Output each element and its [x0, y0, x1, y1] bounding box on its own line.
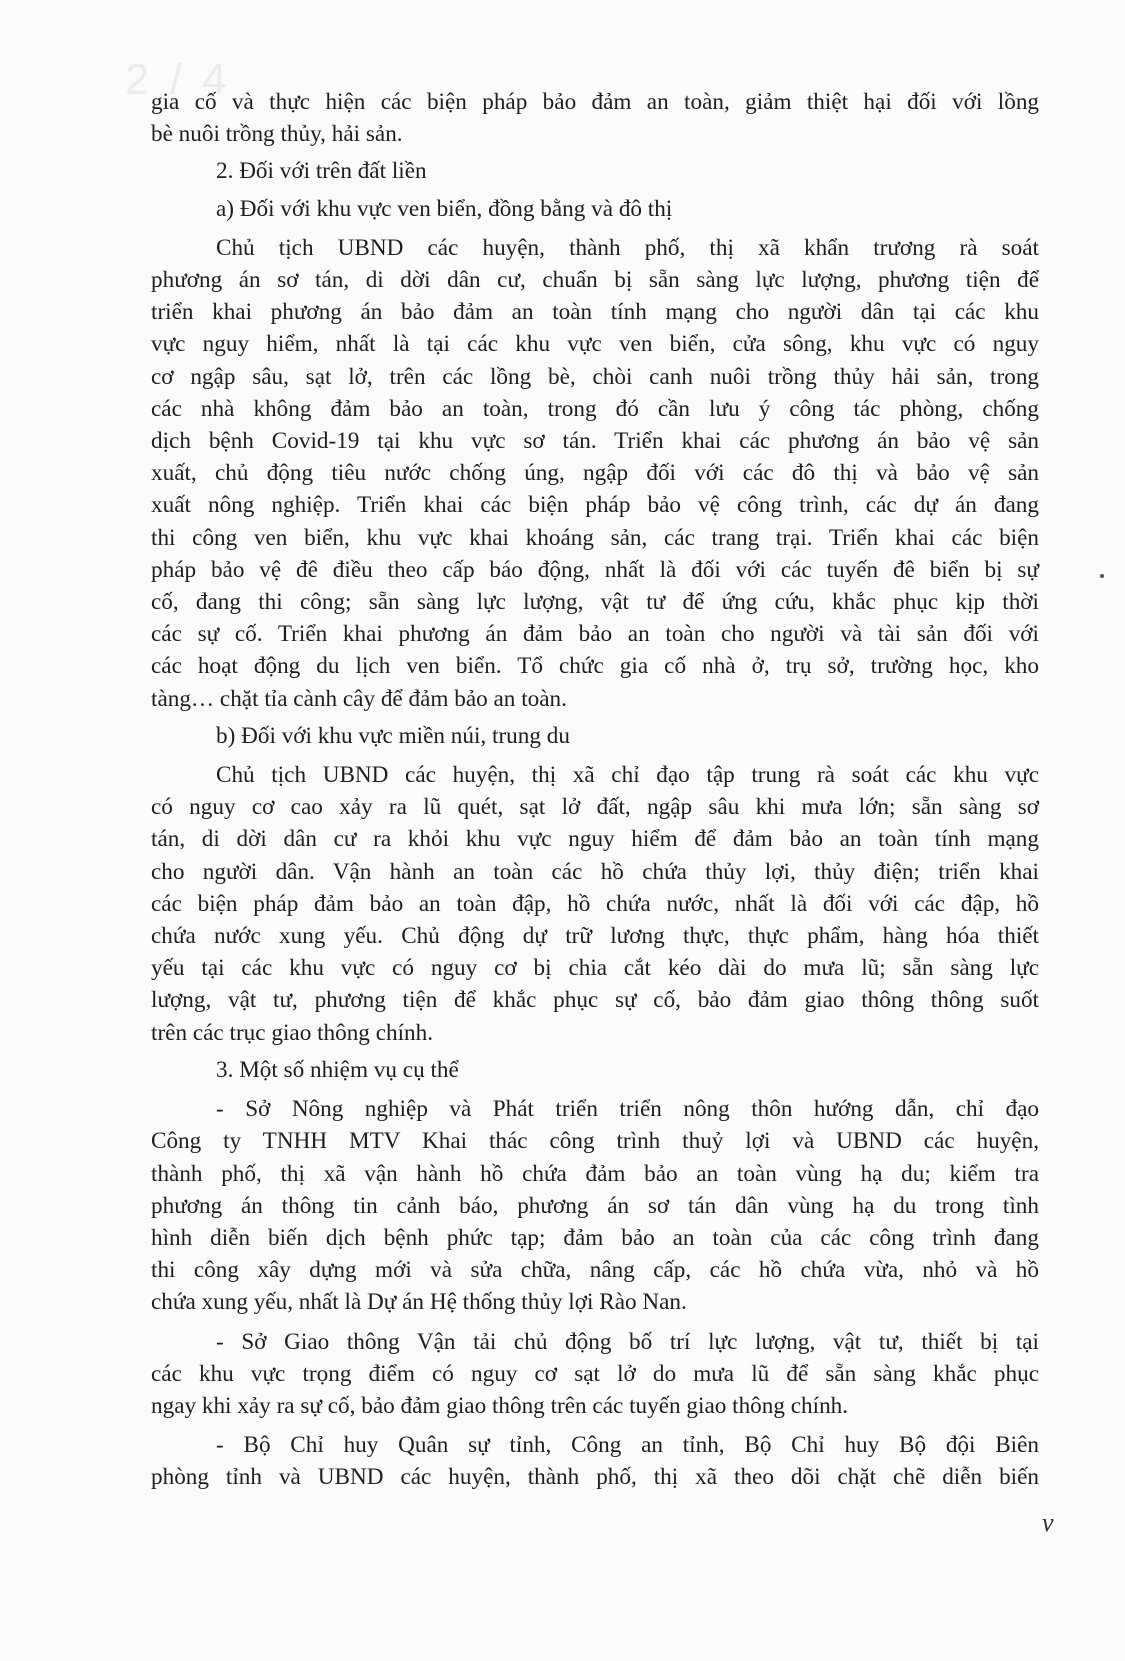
paragraph-line: trên các trục giao thông chính. — [151, 1019, 434, 1046]
paragraph-line: xuất, chủ động tiêu nước chống úng, ngập đối với các đô thị và bảo vệ sản — [151, 460, 1039, 487]
paragraph-line: - Bộ Chỉ huy Quân sự tỉnh, Công an tỉnh, Bộ Chỉ huy Bộ đội Biên — [216, 1432, 1039, 1459]
paragraph-line: Công ty TNHH MTV Khai thác công trình thuỷ lợi và UBND các huyện, — [151, 1128, 1039, 1155]
paragraph-line: thành phố, thị xã vận hành hồ chứa đảm bảo an toàn vùng hạ du; kiểm tra — [151, 1160, 1039, 1187]
paragraph-line: gia cố và thực hiện các biện pháp bảo đảm an toàn, giảm thiệt hại đối với lồng — [151, 89, 1039, 115]
paragraph-line: yếu tại các khu vực có nguy cơ bị chia cắt kéo dài do mưa lũ; sẵn sàng lực — [151, 955, 1039, 982]
paragraph-line: dịch bệnh Covid-19 tại khu vực sơ tán. Triển khai các phương án bảo vệ sản — [151, 428, 1039, 455]
paragraph-line: ngay khi xảy ra sự cố, bảo đảm giao thông trên các tuyến giao thông chính. — [151, 1392, 849, 1419]
paragraph-line: Chủ tịch UBND các huyện, thị xã chỉ đạo tập trung rà soát các khu vực — [216, 762, 1039, 789]
section-heading: 2. Đối với trên đất liền — [216, 158, 427, 185]
paragraph-line: tán, di dời dân cư ra khỏi khu vực nguy hiểm để đảm bảo an toàn tính mạng — [151, 826, 1039, 853]
paragraph-line: các hoạt động du lịch ven biển. Tổ chức gia cố nhà ở, trụ sở, trường học, kho — [151, 653, 1039, 680]
scan-speck — [1100, 574, 1104, 578]
paragraph-line: thi công ven biển, khu vực khai khoáng sản, các trang trại. Triển khai các biện — [151, 524, 1039, 551]
paragraph-line: cơ ngập sâu, sạt lở, trên các lồng bè, chòi canh nuôi trồng thủy hải sản, trong — [151, 363, 1039, 390]
section-heading: 3. Một số nhiệm vụ cụ thể — [216, 1056, 459, 1083]
paragraph-line: cố, đang thi công; sẵn sàng lực lượng, vật tư để ứng cứu, khắc phục kịp thời — [151, 589, 1039, 616]
paragraph-line: hình diễn biến dịch bệnh phức tạp; đảm bảo an toàn của các công trình đang — [151, 1224, 1039, 1251]
paragraph-line: Chủ tịch UBND các huyện, thành phố, thị xã khẩn trương rà soát — [216, 234, 1039, 261]
initial-mark-icon: ν — [1042, 1508, 1054, 1537]
paragraph-line: pháp bảo vệ đê điều theo cấp báo động, nhất là đối với các tuyến đê biển bị sự — [151, 556, 1039, 583]
paragraph-line: phương án sơ tán, di dời dân cư, chuẩn bị sẵn sàng lực lượng, phương tiện để — [151, 267, 1039, 294]
paragraph-line: tàng… chặt tỉa cành cây để đảm bảo an toàn. — [151, 685, 567, 712]
paragraph-line: các khu vực trọng điểm có nguy cơ sạt lở do mưa lũ để sẵn sàng khắc phục — [151, 1360, 1039, 1387]
paragraph-line: triển khai phương án bảo đảm an toàn tính mạng cho người dân tại các khu — [151, 299, 1039, 326]
paragraph-line: bè nuôi trồng thủy, hải sản. — [151, 121, 403, 148]
paragraph-line: các nhà không đảm bảo an toàn, trong đó cần lưu ý công tác phòng, chống — [151, 395, 1039, 422]
paragraph-line: vực nguy hiểm, nhất là tại các khu vực ven biển, cửa sông, khu vực có nguy — [151, 331, 1039, 358]
paragraph-line: phương án thông tin cảnh báo, phương án sơ tán dân vùng hạ du trong tình — [151, 1192, 1039, 1219]
paragraph-line: xuất nông nghiệp. Triển khai các biện pháp bảo vệ công trình, các dự án đang — [151, 492, 1039, 519]
paragraph-line: chứa xung yếu, nhất là Dự án Hệ thống thủy lợi Rào Nan. — [151, 1289, 687, 1316]
paragraph-line: lượng, vật tư, phương tiện để khắc phục sự cố, bảo đảm giao thông thông suốt — [151, 987, 1039, 1014]
page-counter-watermark: 2 / 4 — [125, 55, 231, 104]
paragraph-line: có nguy cơ cao xảy ra lũ quét, sạt lở đất, ngập sâu khi mưa lớn; sẵn sàng sơ — [151, 794, 1039, 821]
paragraph-line: các sự cố. Triển khai phương án đảm bảo an toàn cho người và tài sản đối với — [151, 621, 1039, 648]
paragraph-line: - Sở Nông nghiệp và Phát triển triển nông thôn hướng dẫn, chỉ đạo — [216, 1096, 1039, 1123]
paragraph-line: - Sở Giao thông Vận tải chủ động bố trí lực lượng, vật tư, thiết bị tại — [216, 1328, 1039, 1355]
paragraph-line: các biện pháp đảm bảo an toàn đập, hồ chứa nước, nhất là đối với các đập, hồ — [151, 890, 1039, 917]
document-body — [151, 86, 1039, 1494]
paragraph-line: cho người dân. Vận hành an toàn các hồ chứa thủy lợi, thủy điện; triển khai — [151, 858, 1039, 885]
paragraph-line: thi công xây dựng mới và sửa chữa, nâng cấp, các hồ chứa vừa, nhỏ và hồ — [151, 1257, 1039, 1284]
subsection-heading: a) Đối với khu vực ven biển, đồng bằng và đô thị — [216, 195, 673, 222]
subsection-heading: b) Đối với khu vực miền núi, trung du — [216, 722, 570, 749]
paragraph-line: phòng tỉnh và UBND các huyện, thành phố, thị xã theo dõi chặt chẽ diễn biến — [151, 1464, 1039, 1491]
paragraph-line: chứa nước xung yếu. Chủ động dự trữ lương thực, thực phẩm, hàng hóa thiết — [151, 923, 1039, 950]
